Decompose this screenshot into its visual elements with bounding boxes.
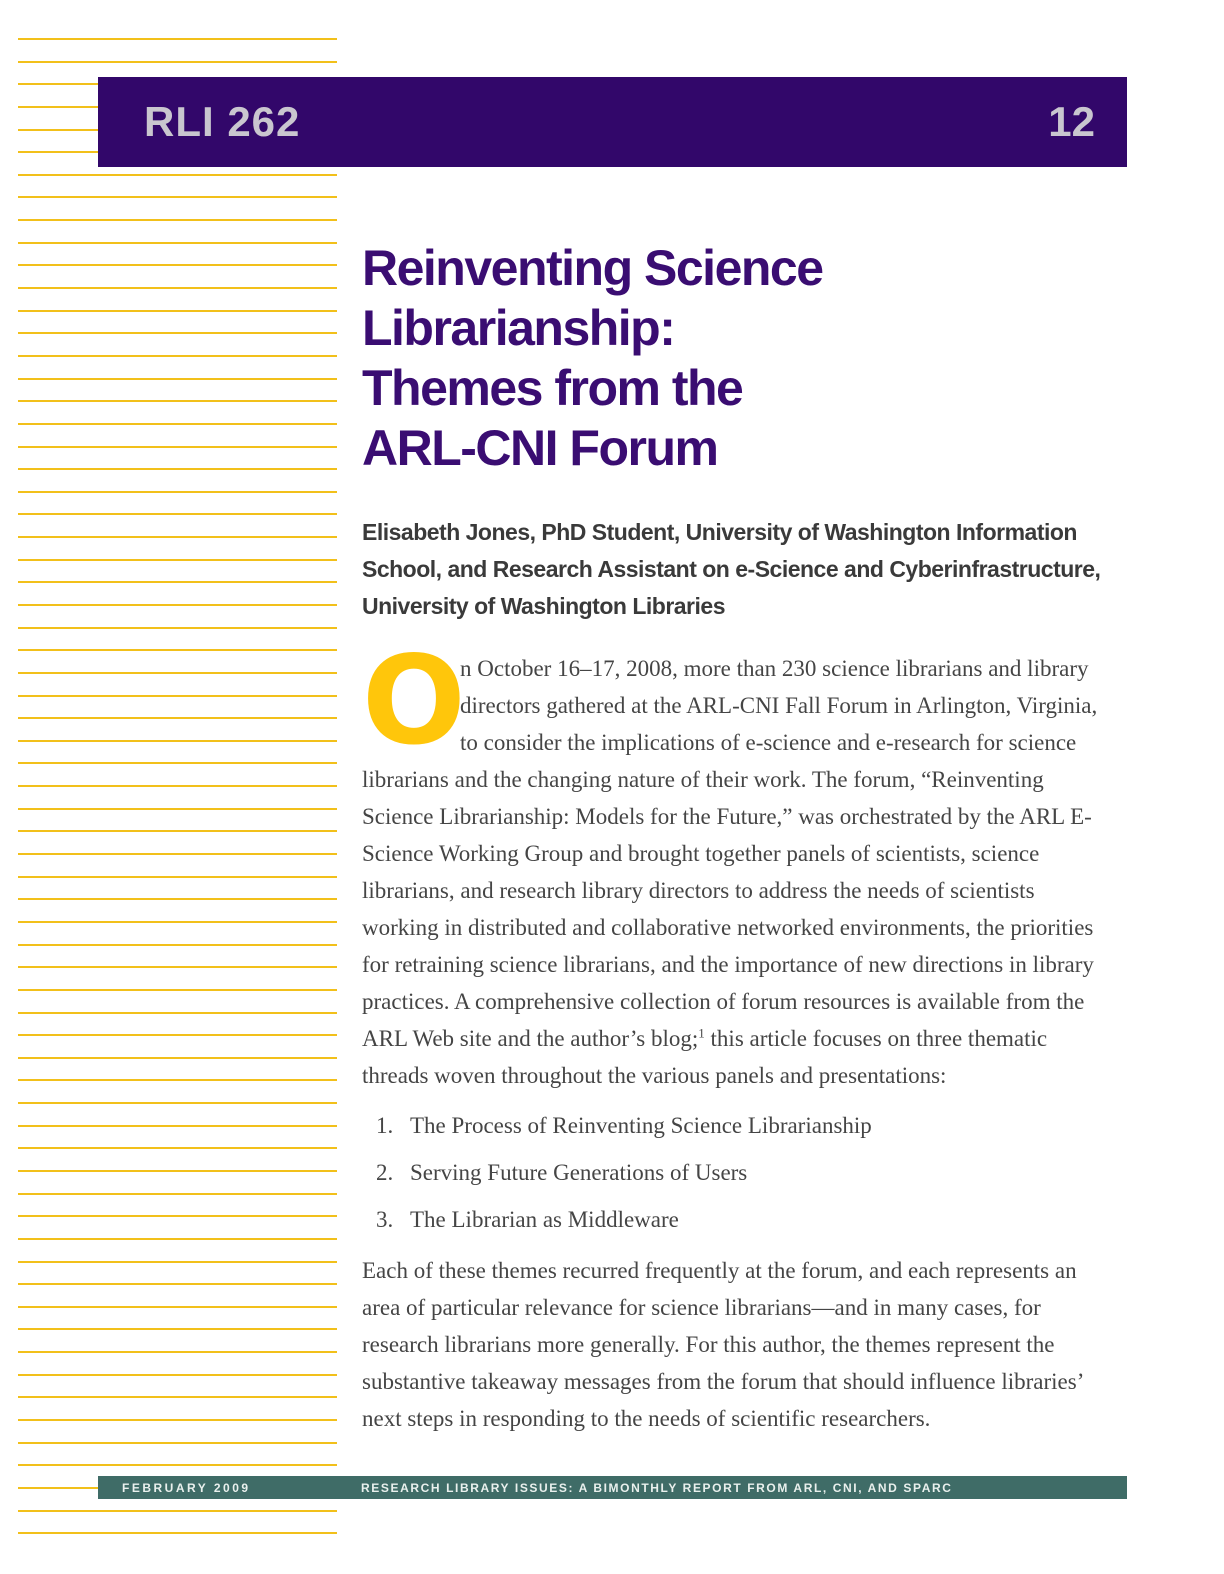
list-text: The Librarian as Middleware [410,1207,679,1232]
footnote-ref: 1 [698,1025,705,1041]
notebook-lines [18,38,337,1538]
byline-line: University of Washington Libraries [362,593,725,619]
header-bar [98,77,1127,167]
lead-paragraph [362,630,1114,1094]
list-item [376,1154,1114,1191]
article-title [362,238,823,478]
title-line: Reinventing Science [362,240,823,296]
list-text: Serving Future Generations of Users [410,1160,748,1185]
list-number: 2. [376,1160,394,1185]
title-line: ARL-CNI Forum [362,420,718,476]
footer-publication: RESEARCH LIBRARY ISSUES: A BIMONTHLY REPORT FROM ARL, CNI, AND SPARC [361,1480,953,1495]
byline-line: Elisabeth Jones, PhD Student, University of Washington Information [362,519,1077,545]
footer-bar [98,1476,1127,1499]
page-number: 12 [1048,98,1095,145]
title-line: Librarianship: [362,300,675,356]
list-number: 3. [376,1207,394,1232]
themes-list [362,1107,1114,1238]
drop-cap: O [362,630,466,772]
list-item [376,1201,1114,1238]
byline [362,514,1100,625]
closing-paragraph: Each of these themes recurred frequently at the forum, and each represents an area of particular relevance for science librarians—and in many cases, for research librarians more generally. For this author, the themes represent the substantive takeaway messages from the forum that should influence libraries’ next steps in responding to the needs of scientific researchers. [362,1258,1083,1431]
footer-date: FEBRUARY 2009 [122,1480,251,1495]
byline-line: School, and Research Assistant on e-Science and Cyberinfrastructure, [362,556,1101,582]
lead-text-after: this article focuses on three thematic threads woven throughout the various panels and presentations: [362,1026,1048,1088]
list-text: The Process of Reinventing Science Librarianship [410,1113,872,1138]
article-body [362,630,1114,1437]
issue-label: RLI 262 [144,98,301,145]
title-line: Themes from the [362,360,743,416]
list-item [376,1107,1114,1144]
lead-text: n October 16–17, 2008, more than 230 science librarians and library directors gathered at the ARL-CNI Fall Forum in Arlington, Virginia, to consider the implications of e-science and e-research for science librarians and the changing nature of their work. The forum, “Reinventing Science Librarianship: Models for the Future,” was orchestrated by the ARL E-Science Working Group and brought together panels of scientists, science librarians, and research library directors to address the needs of scientists working in distributed and collaborative networked environments, the priorities for retraining science librarians, and the importance of new directions in library practices. A comprehensive collection of forum resources is available from the ARL Web site and the author’s blog; [362,656,1098,1051]
list-number: 1. [376,1113,394,1138]
